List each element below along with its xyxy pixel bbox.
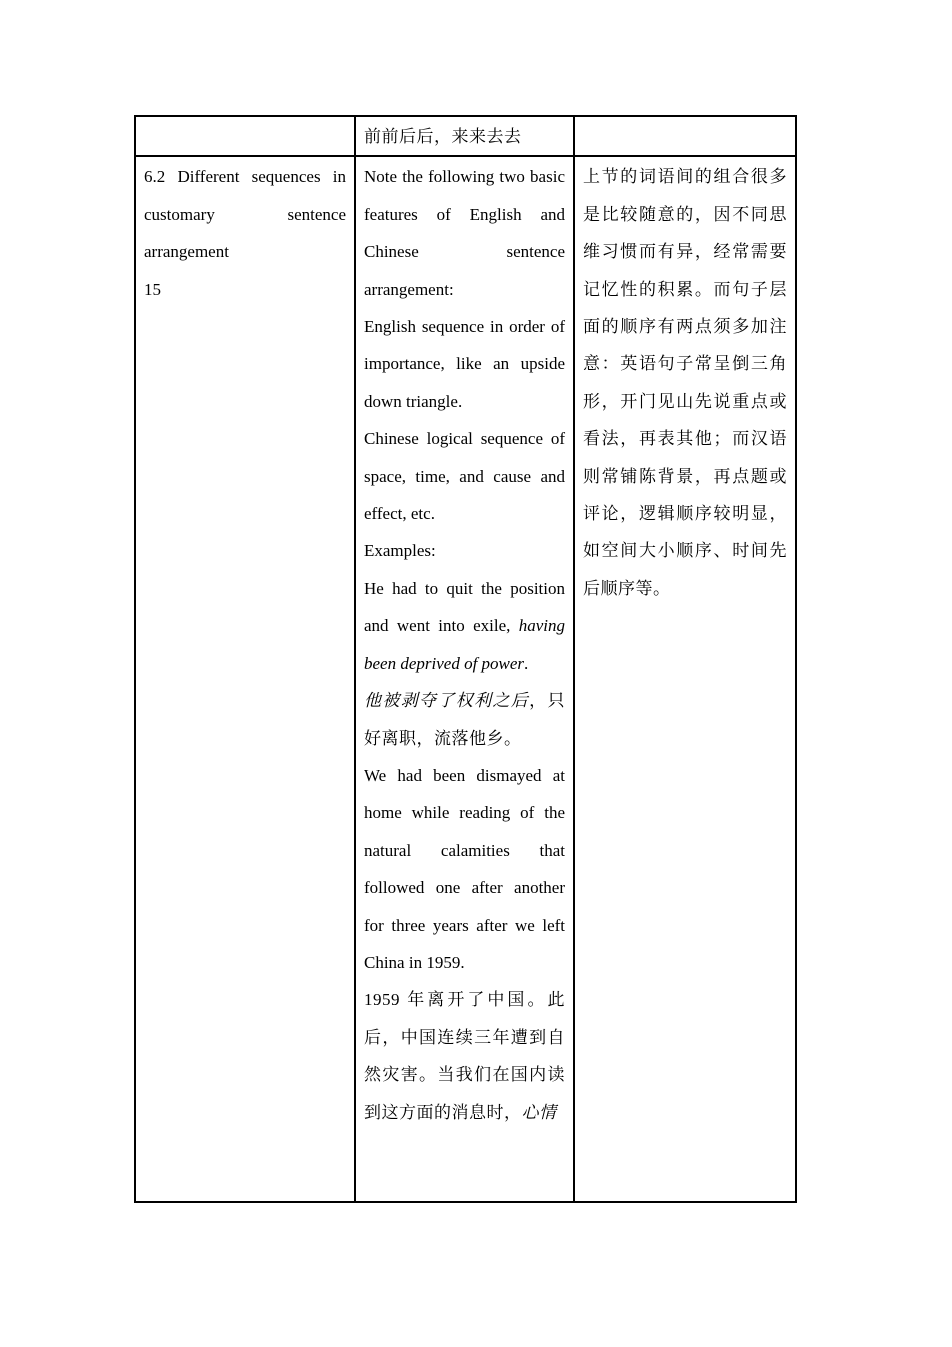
example-1-english-plain: He had to quit the position and went into exile, — [364, 578, 565, 636]
page-reference: 15 — [144, 279, 161, 299]
cell-topic — [135, 156, 355, 1202]
cell-text: 前前后后，来来去去 — [364, 127, 522, 146]
example-1-english-end: . — [524, 653, 529, 673]
example-1-english-italic: having been deprived of power — [364, 616, 566, 673]
example-1-chinese-plain: ，只好离职，流落他乡。 — [364, 691, 566, 748]
example-2-chinese-plain: 1959 年离开了中国。此后，中国连续三年遭到自然灾害。当我们在国内读到这方面的消息时， — [364, 990, 565, 1122]
example-2-chinese-italic: 心情 — [521, 1102, 557, 1122]
table-row — [135, 156, 796, 1202]
cell-notes — [574, 156, 796, 1202]
example-2-english: We had been dismayed at home while reading of the natural calamities that followed one after another for three years after we left China in 1959. — [364, 765, 565, 972]
cell-content — [355, 156, 574, 1202]
cell-content — [355, 116, 574, 156]
notes-text: 上节的词语间的组合很多是比较随意的，因不同思维习惯而有异，经常需要记忆性的积累。而句子层面的顺序有两点须多加注意：英语句子常呈倒三角形，开门见山先说重点或看法，再表其他；而汉语则常铺陈背景，再点题或评论，逻辑顺序较明显，如空间大小顺序、时间先后顺序等。 — [583, 167, 787, 598]
intro-text: Note the following two basic features of English and Chinese sentence arrangement: — [364, 167, 565, 299]
example-1-chinese — [364, 682, 565, 757]
example-1-chinese-italic: 他被剥夺了权利之后 — [364, 691, 530, 711]
chinese-sequence-text: Chinese logical sequence of space, time, and cause and effect, etc. — [364, 429, 565, 524]
section-heading: 6.2 Different sequences in customary sentence arrangement — [144, 167, 346, 262]
example-2-chinese — [364, 981, 565, 1131]
cell-topic — [135, 116, 355, 156]
examples-label: Examples: — [364, 541, 436, 561]
example-1-english — [364, 570, 565, 682]
cell-notes — [574, 116, 796, 156]
table-row — [135, 116, 796, 156]
content-table — [134, 115, 797, 1203]
english-sequence-text: English sequence in order of importance, like an upside down triangle. — [364, 317, 565, 411]
